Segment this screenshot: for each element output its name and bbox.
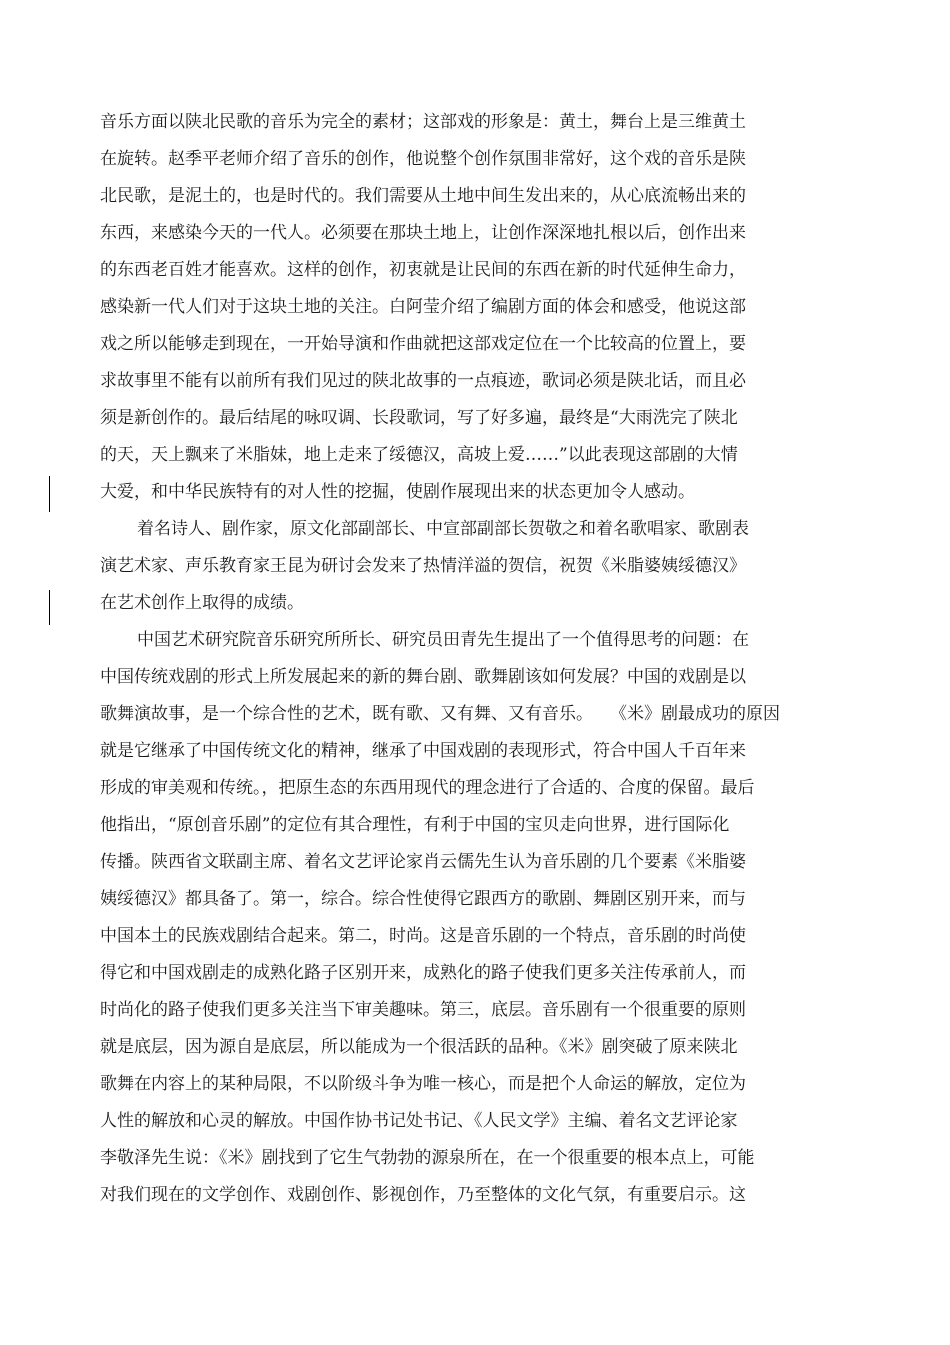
text-line: 中国本土的民族戏剧结合起来。第二，时尚。这是音乐剧的一个特点，音乐剧的时尚使 (100, 926, 746, 946)
text-line: 就是它继承了中国传统文化的精神，继承了中国戏剧的表现形式，符合中国人千百年来 (100, 741, 746, 761)
revision-change-bar (49, 476, 50, 512)
paragraph-first-line: 中国艺术研究院音乐研究所所长、研究员田青先生提出了一个值得思考的问题：在 (137, 630, 749, 650)
text-line: 的天，天上飘来了米脂妹，地上走来了绥德汉，高坡上爱……”以此表现这部剧的大情 (100, 445, 738, 465)
text-line: 戏之所以能够走到现在，一开始导演和作曲就把这部戏定位在一个比较高的位置上，要 (100, 334, 746, 354)
text-line: 演艺术家、声乐教育家王昆为研讨会发来了热情洋溢的贺信，祝贺《米脂婆姨绥德汉》 (100, 556, 746, 576)
text-line: 感染新一代人们对于这块土地的关注。白阿莹介绍了编剧方面的体会和感受，他说这部 (100, 297, 746, 317)
text-line: 歌舞演故事，是一个综合性的艺术，既有歌、又有舞、又有音乐。 《米》剧最成功的原因 (100, 704, 780, 724)
text-line: 中国传统戏剧的形式上所发展起来的新的舞台剧、歌舞剧该如何发展？中国的戏剧是以 (100, 667, 746, 687)
text-line: 时尚化的路子使我们更多关注当下审美趣味。第三，底层。音乐剧有一个很重要的原则 (100, 1000, 746, 1020)
text-line: 传播。陕西省文联副主席、着名文艺评论家肖云儒先生认为音乐剧的几个要素《米脂婆 (100, 852, 746, 872)
text-line: 东西，来感染今天的一代人。必须要在那块土地上，让创作深深地扎根以后，创作出来 (100, 223, 746, 243)
text-line: 须是新创作的。最后结尾的咏叹调、长段歌词，写了好多遍，最终是“大雨洗完了陕北 (100, 408, 738, 428)
text-line: 对我们现在的文学创作、戏剧创作、影视创作，乃至整体的文化气氛，有重要启示。这 (100, 1185, 746, 1205)
text-line: 的东西老百姓才能喜欢。这样的创作，初衷就是让民间的东西在新的时代延伸生命力， (100, 260, 746, 280)
paragraph-first-line: 着名诗人、剧作家，原文化部副部长、中宣部副部长贺敬之和着名歌唱家、歌剧表 (137, 519, 749, 539)
text-line: 北民歌，是泥土的，也是时代的。我们需要从土地中间生发出来的，从心底流畅出来的 (100, 186, 746, 206)
text-line: 得它和中国戏剧走的成熟化路子区别开来，成熟化的路子使我们更多关注传承前人，而 (100, 963, 746, 983)
text-line: 在艺术创作上取得的成绩。 (100, 593, 304, 613)
text-line: 就是底层，因为源自是底层，所以能成为一个很活跃的品种。《米》剧突破了原来陕北 (100, 1037, 738, 1057)
text-line: 在旋转。赵季平老师介绍了音乐的创作，他说整个创作氛围非常好，这个戏的音乐是陕 (100, 149, 746, 169)
text-line: 李敬泽先生说：《米》剧找到了它生气勃勃的源泉所在，在一个很重要的根本点上，可能 (100, 1148, 755, 1168)
text-line: 音乐方面以陕北民歌的音乐为完全的素材；这部戏的形象是：黄土，舞台上是三维黄土 (100, 112, 746, 132)
text-line: 歌舞在内容上的某种局限，不以阶级斗争为唯一核心，而是把个人命运的解放，定位为 (100, 1074, 746, 1094)
text-line: 他指出，“原创音乐剧”的定位有其合理性，有利于中国的宝贝走向世界，进行国际化 (100, 815, 730, 835)
revision-change-bar (49, 590, 50, 625)
text-line: 求故事里不能有以前所有我们见过的陕北故事的一点痕迹，歌词必须是陕北话，而且必 (100, 371, 746, 391)
text-line: 人性的解放和心灵的解放。中国作协书记处书记、《人民文学》主编、着名文艺评论家 (100, 1111, 738, 1131)
text-line: 大爱，和中华民族特有的对人性的挖掘，使剧作展现出来的状态更加令人感动。 (100, 482, 695, 502)
text-line: 姨绥德汉》都具备了。第一，综合。综合性使得它跟西方的歌剧、舞剧区别开来，而与 (100, 889, 746, 909)
text-line: 形成的审美观和传统。，把原生态的东西用现代的理念进行了合适的、合度的保留。最后 (100, 778, 755, 798)
